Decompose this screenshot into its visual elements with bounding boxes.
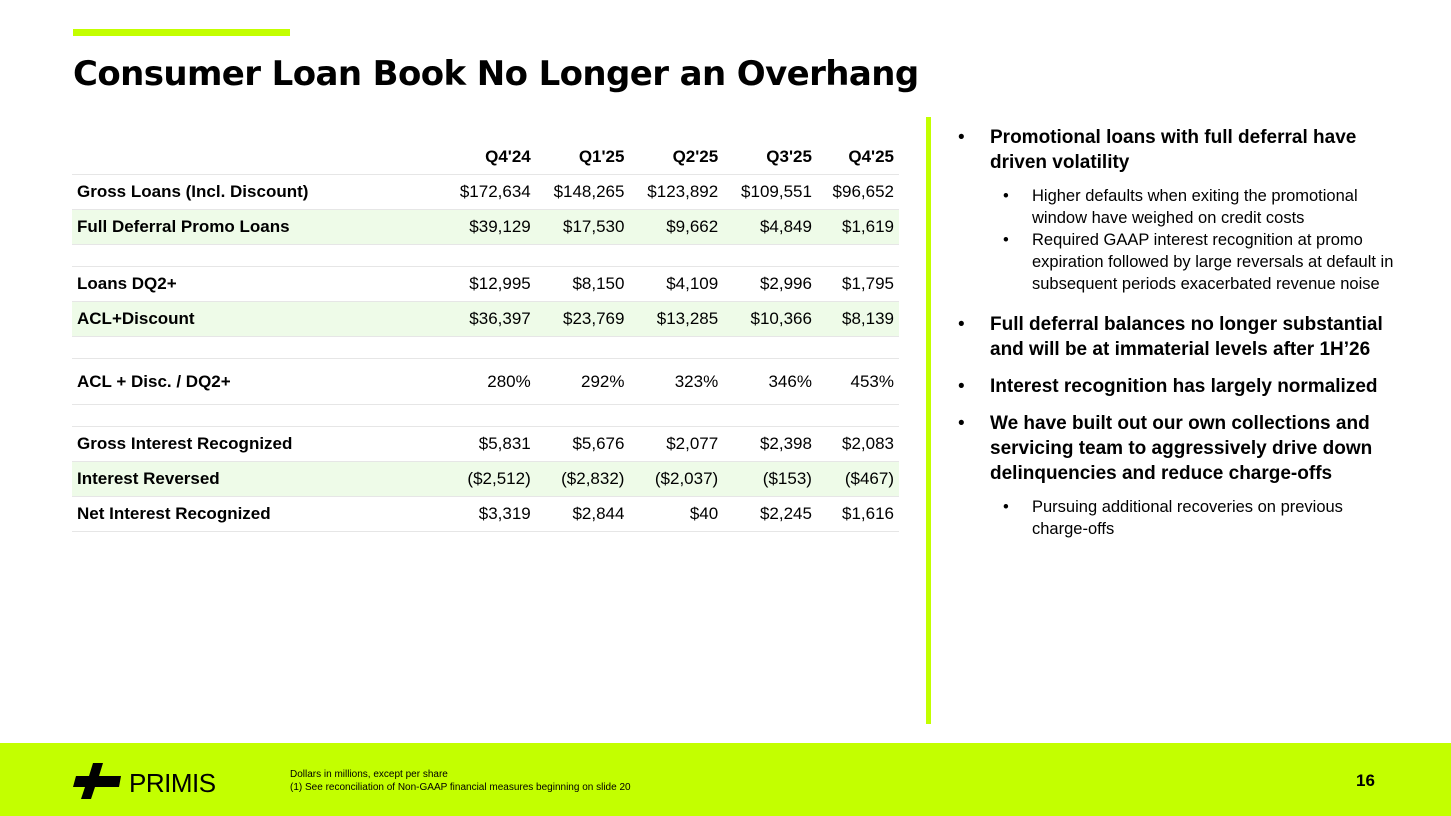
table-row [72, 302, 899, 337]
cell-value: 453% [817, 359, 899, 405]
cell-value: $17,530 [536, 210, 630, 245]
column-header: Q3'25 [723, 140, 817, 175]
footnote-reconciliation: (1) See reconciliation of Non-GAAP financial measures beginning on slide 20 [290, 782, 631, 793]
cell-value: $1,619 [817, 210, 899, 245]
cell-value: 280% [442, 359, 536, 405]
cell-value: $2,083 [817, 427, 899, 462]
row-label: Loans DQ2+ [72, 267, 442, 302]
financial-table [72, 140, 899, 532]
cell-value: $1,616 [817, 497, 899, 532]
cell-value: $3,319 [442, 497, 536, 532]
spacer-row [72, 337, 899, 359]
cell-value: ($153) [723, 462, 817, 497]
cell-value: ($467) [817, 462, 899, 497]
sub-bullet-item: • Pursuing additional recoveries on previous charge-offs [958, 496, 1398, 540]
cell-value: 323% [629, 359, 723, 405]
row-label: Interest Reversed [72, 462, 442, 497]
row-label: Full Deferral Promo Loans [72, 210, 442, 245]
bullet-list [958, 125, 1398, 557]
cell-value: $12,995 [442, 267, 536, 302]
table-row [72, 359, 899, 405]
vertical-divider [926, 117, 931, 724]
cell-value: $148,265 [536, 175, 630, 210]
footnotes [290, 768, 631, 794]
title-accent-bar [73, 29, 290, 36]
primis-cross-icon [73, 763, 123, 799]
table-header-row [72, 140, 899, 175]
cell-value: $1,795 [817, 267, 899, 302]
table-row [72, 175, 899, 210]
table-row [72, 427, 899, 462]
footnote-units: Dollars in millions, except per share [290, 769, 448, 780]
row-label: Gross Loans (Incl. Discount) [72, 175, 442, 210]
sub-bullet-list [958, 496, 1398, 540]
cell-value: $8,139 [817, 302, 899, 337]
bullet-item: • Full deferral balances no longer substantial and will be at immaterial levels after 1H’26 [958, 312, 1398, 362]
cell-value: 292% [536, 359, 630, 405]
cell-value: $10,366 [723, 302, 817, 337]
row-label: Net Interest Recognized [72, 497, 442, 532]
table-row [72, 462, 899, 497]
column-header: Q4'24 [442, 140, 536, 175]
bullet-item: • We have built out our own collections and servicing team to aggressively drive down delinquencies and reduce charge-offs [958, 411, 1398, 486]
table-row [72, 210, 899, 245]
cell-value: $2,996 [723, 267, 817, 302]
cell-value: 346% [723, 359, 817, 405]
cell-value: $5,676 [536, 427, 630, 462]
cell-value: $172,634 [442, 175, 536, 210]
sub-bullet-item: • Higher defaults when exiting the promotional window have weighed on credit costs [958, 185, 1398, 229]
cell-value: $4,849 [723, 210, 817, 245]
cell-value: $2,844 [536, 497, 630, 532]
cell-value: $8,150 [536, 267, 630, 302]
cell-value: $23,769 [536, 302, 630, 337]
cell-value: ($2,832) [536, 462, 630, 497]
table-row [72, 267, 899, 302]
cell-value: $40 [629, 497, 723, 532]
cell-value: $2,077 [629, 427, 723, 462]
cell-value: $5,831 [442, 427, 536, 462]
cell-value: ($2,512) [442, 462, 536, 497]
footer-bar [0, 743, 1451, 816]
cell-value: $96,652 [817, 175, 899, 210]
bullet-item: • Interest recognition has largely normalized [958, 374, 1398, 399]
cell-value: $2,245 [723, 497, 817, 532]
table-row [72, 497, 899, 532]
cell-value: $36,397 [442, 302, 536, 337]
page-number: 16 [1356, 771, 1375, 790]
spacer-row [72, 405, 899, 427]
cell-value: $123,892 [629, 175, 723, 210]
sub-bullet-list [958, 185, 1398, 295]
column-header: Q4'25 [817, 140, 899, 175]
cell-value: ($2,037) [629, 462, 723, 497]
page-title: Consumer Loan Book No Longer an Overhang [73, 54, 919, 94]
row-label: ACL+Discount [72, 302, 442, 337]
bullet-item: • Promotional loans with full deferral have driven volatility [958, 125, 1398, 175]
cell-value: $4,109 [629, 267, 723, 302]
spacer-row [72, 245, 899, 267]
row-label: Gross Interest Recognized [72, 427, 442, 462]
cell-value: $2,398 [723, 427, 817, 462]
column-header: Q2'25 [629, 140, 723, 175]
column-header: Q1'25 [536, 140, 630, 175]
cell-value: $39,129 [442, 210, 536, 245]
logo-text: PRIMIS [129, 768, 216, 798]
header-blank [72, 140, 442, 175]
cell-value: $109,551 [723, 175, 817, 210]
cell-value: $13,285 [629, 302, 723, 337]
sub-bullet-item: • Required GAAP interest recognition at promo expiration followed by large reversals at default in subsequent periods exacerbated revenue noise [958, 229, 1398, 295]
row-label: ACL + Disc. / DQ2+ [72, 359, 442, 405]
cell-value: $9,662 [629, 210, 723, 245]
